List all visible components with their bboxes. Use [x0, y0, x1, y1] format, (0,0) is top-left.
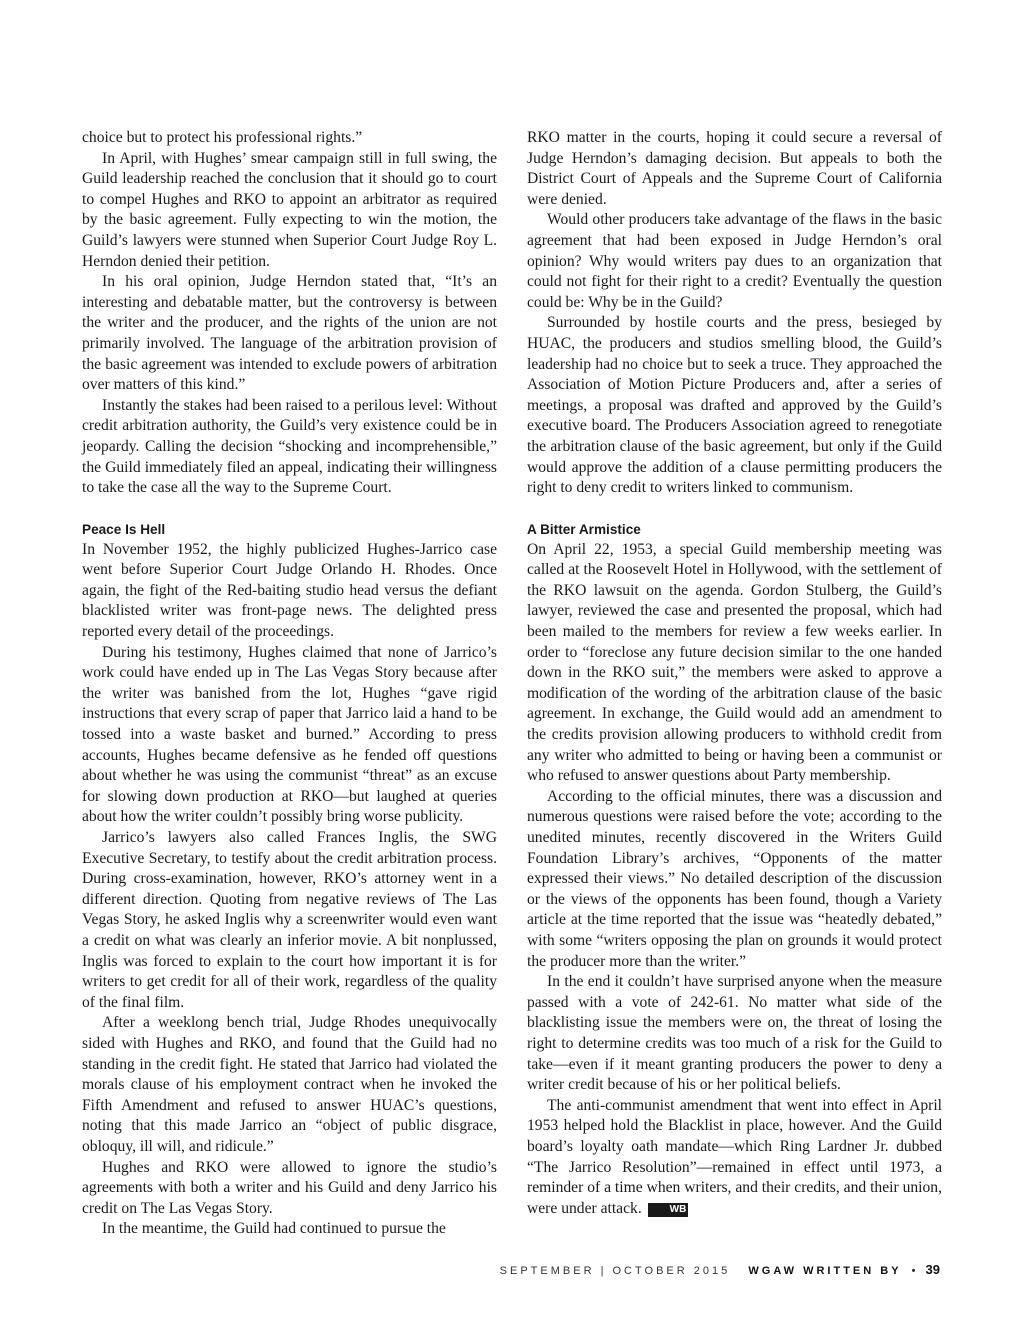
left-column: [82, 128, 497, 1240]
paragraph: Would other producers take advantage of the flaws in the basic agreement that had been exposed in Judge Herndon’s oral opinion? Why would writers pay dues to an organization that could not fight for their right to a credit? Eventually the question could be: Why be in the Guild?: [527, 211, 942, 311]
paragraph: Jarrico’s lawyers also called Frances Inglis, the SWG Executive Secretary, to testify about the credit arbitration process. During cross-examination, however, RKO’s attorney went in a different direction. Quoting from negative reviews of The Las Vegas Story, he asked Inglis why a screenwriter would even want a credit on what was clearly an inferior movie. A bit nonplussed, Inglis was forced to explain to the court how important it is for writers to get credit for all of their work, regardless of the quality of the final film.: [82, 829, 497, 1011]
right-column: [527, 128, 942, 1219]
paragraph: choice but to protect his professional rights.”: [82, 129, 363, 146]
page-number: 39: [925, 1262, 940, 1277]
paragraph: RKO matter in the courts, hoping it could secure a reversal of Judge Herndon’s damaging decision. But appeals to both the District Court of Appeals and the Supreme Court of California were denied.: [527, 129, 942, 208]
publication-name: WGAW WRITTEN BY: [748, 1265, 902, 1277]
section-peace-is-hell: [82, 540, 497, 1240]
paragraph: During his testimony, Hughes claimed that none of Jarrico’s work could have ended up in The Las Vegas Story because after the writer was banished from the lot, Hughes “gave rigid instructions that every scrap of paper that Jarrico laid a hand to be tossed into a waste basket and burned.” According to press accounts, Hughes became defensive as he fended off questions about whether he was using the communist “threat” as an excuse for slowing down production at RKO—but laughed at queries about how the writer couldn’t possibly bring worse publicity.: [82, 643, 497, 826]
end-mark-logo: WB: [648, 1203, 689, 1217]
section-bitter-armistice: [527, 540, 942, 1220]
section-heading-bitter-armistice: A Bitter Armistice: [527, 521, 641, 537]
paragraph: In his oral opinion, Judge Herndon stated that, “It’s an interesting and debatable matter, but the controversy is between the writer and the producer, and the rights of the union are not primarily involved. The language of the arbitration provision of the basic agreement was intended to exclude powers of arbitration over matters of this kind.”: [82, 273, 497, 394]
paragraph: [527, 1096, 942, 1220]
page-footer: [500, 1262, 940, 1277]
paragraph: Hughes and RKO were allowed to ignore the studio’s agreements with both a writer and his Guild and deny Jarrico his credit on The Las Vegas Story.: [82, 1158, 497, 1217]
paragraph: Surrounded by hostile courts and the press, besieged by HUAC, the producers and studios smelling blood, the Guild’s leadership had no choice but to seek a truce. They approached the Association of Motion Picture Producers and, after a series of meetings, a proposal was drafted and approved by the Guild’s executive board. The Producers Association agreed to renegotiate the arbitration clause of the basic agreement, but only if the Guild would approve the addition of a clause permitting producers the right to deny credit to writers linked to communism.: [527, 314, 942, 497]
paragraph: In the meantime, the Guild had continued to pursue the: [102, 1220, 446, 1238]
section-heading-peace-is-hell: Peace Is Hell: [82, 521, 166, 537]
paragraph: In November 1952, the highly publicized Hughes-Jarrico case went before Superior Court Judge Orlando H. Rhodes. Once again, the fight of the Red-baiting studio head versus the defiant blacklisted writer was front-page news. The delighted press reported every detail of the proceedings.: [82, 540, 497, 641]
paragraph: According to the official minutes, there was a discussion and numerous questions were raised before the vote; according to the unedited minutes, recently discovered in the Writers Guild Foundation Library’s archives, “Opponents of the matter expressed their views.” No detailed description of the discussion or the views of the opponents has been found, though a Variety article at the time reported that the issue was “heatedly debated,” with some “writers opposing the plan on grounds it would protect the producer more than the writer.”: [527, 787, 942, 970]
footer-bullet: •: [911, 1265, 916, 1277]
paragraph: Instantly the stakes had been raised to a perilous level: Without credit arbitration authority, the Guild’s very existence could be in jeopardy. Calling the decision “shocking and incomprehensible,” the Guild immediately filed an appeal, indicating their willingness to take the case all the way to the Supreme Court.: [82, 396, 497, 497]
paragraph: In the end it couldn’t have surprised anyone when the measure passed with a vote of 242-61. No matter what side of the blacklisting issue the members were on, the threat of losing the right to determine credits was too much of a risk for the Guild to take—even if it meant granting producers the power to deny a writer credit because of his or her political beliefs.: [527, 973, 942, 1094]
paragraph-text: The anti-communist amendment that went into effect in April 1953 helped hold the Blacklist in place, however. And the Guild board’s loyalty oath mandate—which Ring Lardner Jr. dubbed “The Jarrico Resolution”—remained in effect until 1973, a reminder of a time when writers, and their credits, and their union, were under attack.: [527, 1096, 942, 1217]
paragraph: In April, with Hughes’ smear campaign still in full swing, the Guild leadership reached the conclusion that it should go to court to compel Hughes and RKO to appoint an arbitrator as required by the basic agreement. Fully expecting to win the motion, the Guild’s lawyers were stunned when Superior Court Judge Roy L. Herndon denied their petition.: [82, 149, 497, 270]
issue-date: SEPTEMBER | OCTOBER 2015: [499, 1265, 731, 1277]
paragraph: After a weeklong bench trial, Judge Rhodes unequivocally sided with Hughes and RKO, and found that the Guild had no standing in the credit fight. He stated that Jarrico had violated the morals clause of his employment contract when he invoked the Fifth Amendment and refused to answer HUAC’s questions, noting that this made Jarrico an “object of public disgrace, obloquy, ill will, and ridicule.”: [82, 1014, 497, 1155]
paragraph: On April 22, 1953, a special Guild membership meeting was called at the Roosevelt Hotel in Hollywood, with the settlement of the RKO lawsuit on the agenda. Gordon Stulberg, the Guild’s lawyer, reviewed the case and presented the proposal, which had been mailed to the members for review a few weeks earlier. In order to “foreclose any future decision similar to the one handed down in the RKO suit,” the members were asked to approve a modification of the wording of the arbitration clause of the basic agreement. In exchange, the Guild would add an amendment to the credits provision allowing producers to withhold credit from any writer who admitted to being or having been a communist or who refused to answer questions about Party membership.: [527, 540, 942, 785]
